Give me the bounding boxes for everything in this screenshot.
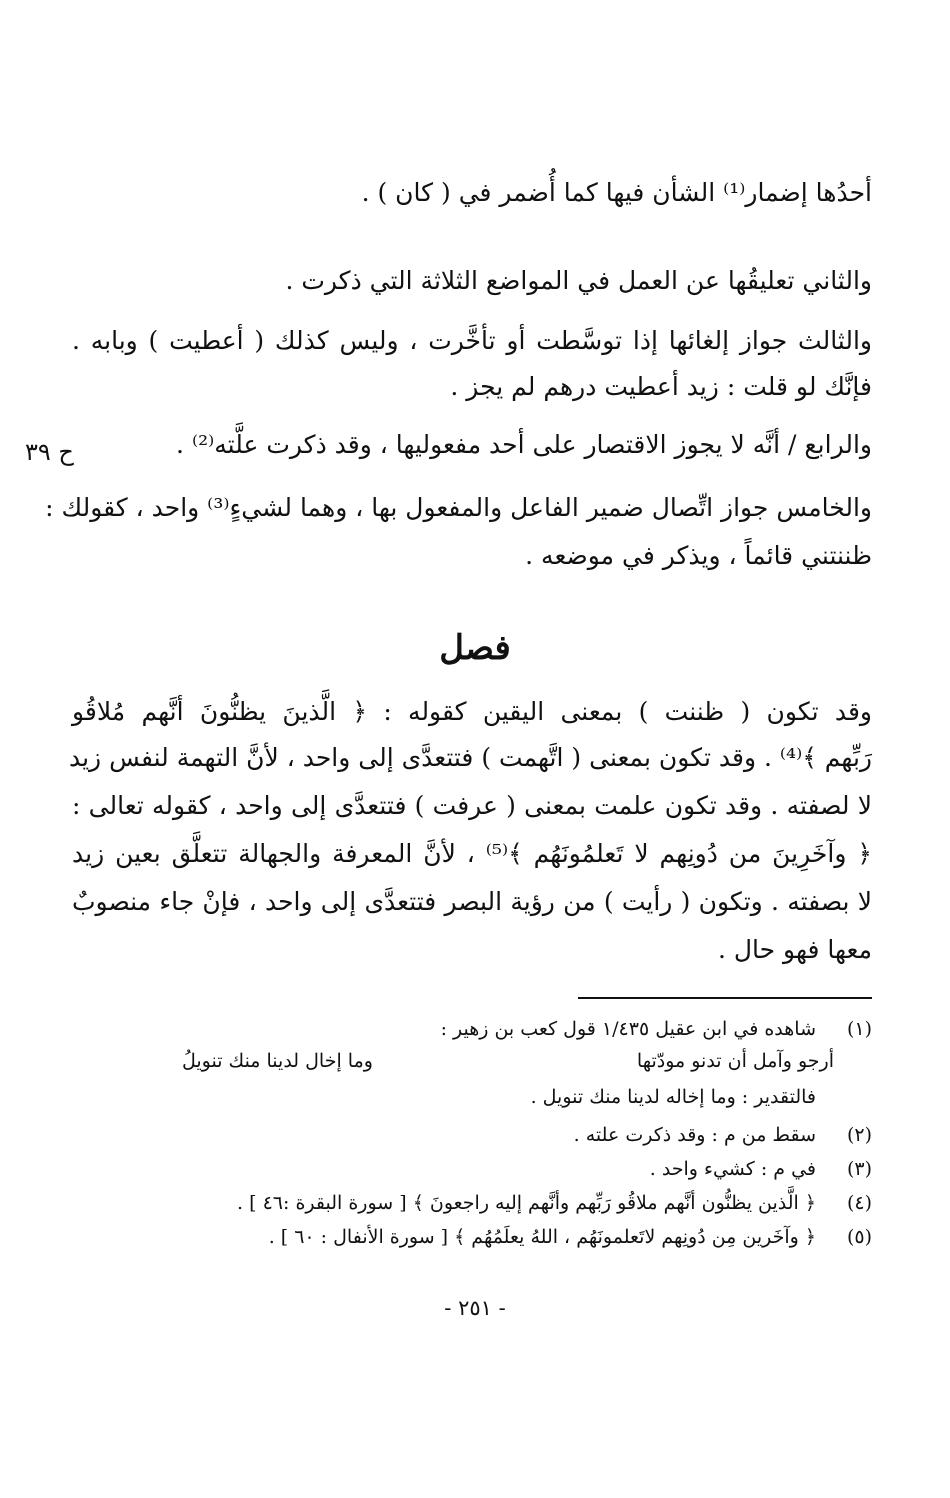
footnote-text: سقط من م : وقد ذكرت علته . bbox=[573, 1124, 816, 1146]
footnote-text: ﴿ الَّذين يظنُّون أنَّهم ملاقُو رَبِّهم وأنَّهم إليه راجعونَ ﴾ [ سورة البقرة :٤٦ ] . bbox=[237, 1192, 816, 1214]
body-line: ظننتني قائماً ، ويذكر في موضعه . bbox=[525, 541, 872, 570]
verse-first-hemistich: أرجو وآمل أن تدنو مودّتها bbox=[636, 1050, 834, 1072]
footnote-separator bbox=[578, 997, 872, 999]
footnote-number: (٥) bbox=[846, 1226, 872, 1248]
footnote-number: (٣) bbox=[846, 1158, 872, 1180]
footnote-text: شاهده في ابن عقيل ١/٤٣٥ قول كعب بن زهير : bbox=[440, 1018, 816, 1040]
section-line: وقد تكون ( ظننت ) بمعنى اليقين كقوله : ﴿ الَّذينَ يظنُّونَ أنَّهم مُلاقُو bbox=[72, 697, 872, 726]
page-number: - ٢٥١ - bbox=[444, 1296, 506, 1320]
body-line: والثالث جواز إلغائها إذا توسَّطت أو تأخَّرت ، وليس كذلك ( أعطيت ) وبابه . bbox=[72, 326, 872, 355]
footnote-text: في م : كشيء واحد . bbox=[649, 1158, 816, 1180]
footnote-number: (١) bbox=[846, 1018, 872, 1040]
footnote-number: (٢) bbox=[846, 1124, 872, 1146]
section-line: ﴿ وآخَرِينَ من دُونِهم لا تَعلمُونَهُم ﴾⁽⁵⁾ ، لأنَّ المعرفة والجهالة تتعلَّق بعين زيد bbox=[72, 839, 872, 868]
margin-note: ح ٣٩ bbox=[25, 438, 74, 466]
body-line: والخامس جواز اتِّصال ضمير الفاعل والمفعول بها ، وهما لشيءٍ⁽³⁾ واحد ، كقولك : bbox=[45, 493, 872, 522]
section-heading: فصل bbox=[439, 628, 511, 668]
verse-second-hemistich: وما إخال لدينا منك تنويلُ bbox=[182, 1050, 373, 1072]
section-line: رَبِّهم ﴾⁽⁴⁾ . وقد تكون بمعنى ( اتَّهمت ) فتتعدَّى إلى واحد ، لأنَّ التهمة لنفس زيد bbox=[68, 743, 872, 772]
footnote-text: ﴿ وآخَرين مِن دُونِهم لاتَعلمونَهُم ، اللهُ يعلَمُهُم ﴾ [ سورة الأنفال : ٦٠ ] . bbox=[268, 1226, 816, 1248]
section-line: لا لصفته . وقد تكون علمت بمعنى ( عرفت ) فتتعدَّى إلى واحد ، كقوله تعالى : bbox=[72, 791, 872, 820]
body-line: فإنَّك لو قلت : زيد أعطيت درهم لم يجز . bbox=[450, 372, 872, 401]
section-line: معها فهو حال . bbox=[717, 935, 872, 964]
footnote-number: (٤) bbox=[846, 1192, 872, 1214]
body-line: أحدُها إضمار⁽¹⁾ الشأن فيها كما أُضمر في ( كان ) . bbox=[361, 178, 872, 207]
footnote-text: فالتقدير : وما إخاله لدينا منك تنويل . bbox=[530, 1086, 816, 1108]
section-line: لا بصفته . وتكون ( رأيت ) من رؤية البصر فتتعدَّى إلى واحد ، فإنْ جاء منصوبٌ bbox=[72, 887, 872, 916]
body-line: والثاني تعليقُها عن العمل في المواضع الثلاثة التي ذكرت . bbox=[285, 266, 872, 295]
body-line: والرابع / أنَّه لا يجوز الاقتصار على أحد مفعوليها ، وقد ذكرت علَّته⁽²⁾ . bbox=[176, 430, 872, 459]
